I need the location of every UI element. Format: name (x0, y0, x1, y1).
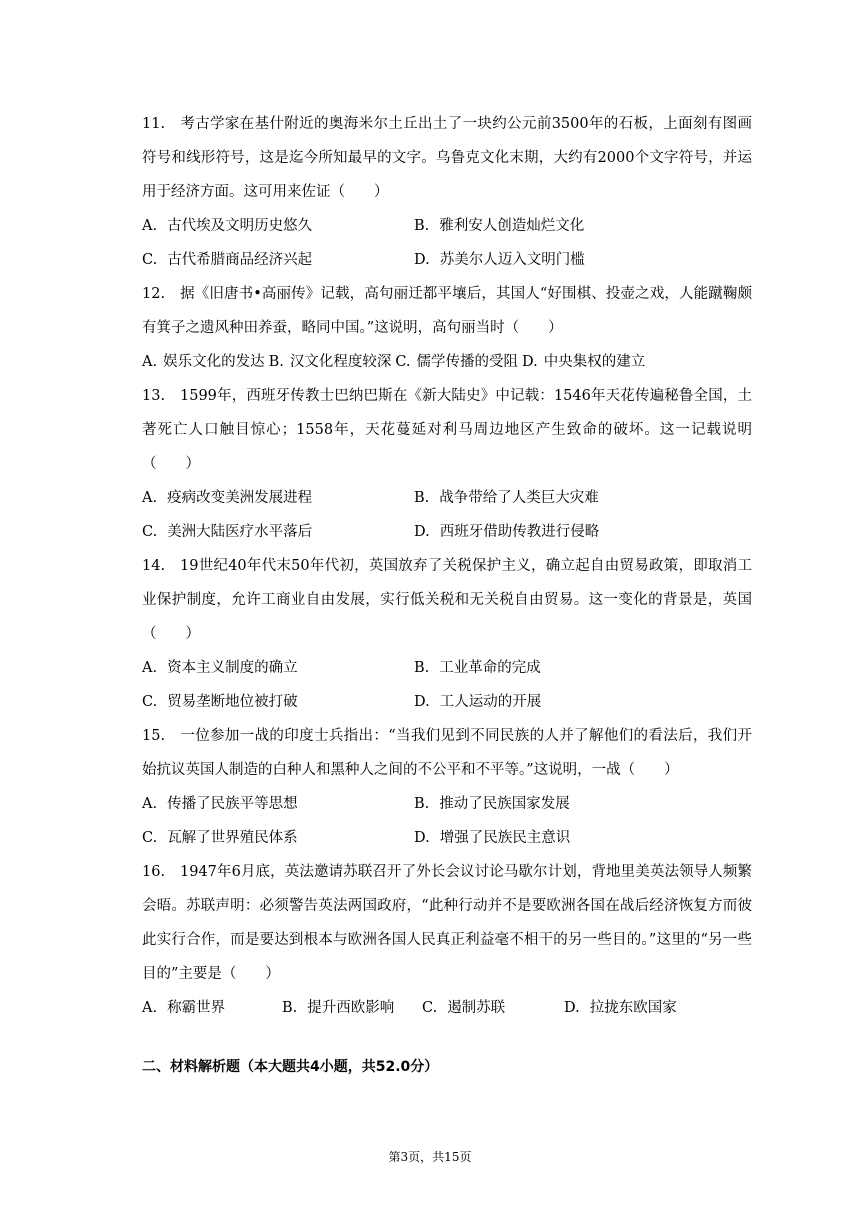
question-stem: 19世纪40年代末50年代初，英国放弃了关税保护主义，确立起自由贸易政策，即取消工业保护制度，允许工商业自由发展，实行低关税和无关税自由贸易。这一变化的背景是，英国（ ） (142, 558, 752, 642)
question-stem: 1947年6月底，英法邀请苏联召开了外长会议讨论马歇尔计划，背地里美英法领导人频繁会晤。苏联声明：必须警告英法两国政府，“此种行动并不是要欧洲各国在战后经济恢复方而彼此实行合作，而是要达到根本与欧洲各国人民真正利益毫不相干的另一些目的。”这里的“另一些目的”主要是（ ） (142, 864, 752, 982)
option-a: A. 古代埃及文明历史悠久 (142, 218, 313, 234)
option-c: C. 贸易垄断地位被打破 (142, 694, 298, 710)
option-c: C. 儒学传播的受阻 (395, 354, 519, 370)
option-b: B. 雅利安人创造灿烂文化 (414, 218, 585, 234)
options (142, 345, 752, 379)
question-13 (142, 379, 752, 549)
options (142, 481, 752, 549)
option-d: D. 拉拢东欧国家 (564, 1000, 677, 1016)
option-c: C. 遏制苏联 (422, 1000, 506, 1016)
option-a: A. 疫病改变美洲发展进程 (142, 490, 313, 506)
option-c: C. 瓦解了世界殖民体系 (142, 830, 298, 846)
question-14 (142, 549, 752, 719)
options (142, 991, 752, 1025)
question-16 (142, 855, 752, 1025)
question-stem: 1599年，西班牙传教士巴纳巴斯在《新大陆史》中记载：1546年天花传遍秘鲁全国，土著死亡人口触目惊心；1558年，天花蔓延对利马周边地区产生致命的破坏。这一记载说明（ ） (142, 388, 752, 472)
question-list (142, 107, 752, 1025)
option-d: D. 西班牙借助传教进行侵略 (414, 524, 600, 540)
option-b: B. 工业革命的完成 (414, 660, 541, 676)
question-number: 12. (142, 286, 166, 302)
option-a: A. 娱乐文化的发达 (142, 354, 265, 370)
question-12 (142, 277, 752, 379)
option-b: B. 战争带给了人类巨大灾难 (414, 490, 599, 506)
question-stem: 考古学家在基什附近的奥海米尔土丘出土了一块约公元前3500年的石板，上面刻有图画符号和线形符号，这是迄今所知最早的文字。乌鲁克文化末期，大约有2000个文字符号，并运用于经济方面。这可用来佐证（ ） (142, 116, 752, 200)
question-number: 11. (142, 116, 166, 132)
option-d: D. 工人运动的开展 (414, 694, 542, 710)
option-d: D. 中央集权的建立 (522, 354, 646, 370)
option-b: B. 推动了民族国家发展 (414, 796, 570, 812)
section-heading: 二、材料解析题（本大题共4小题，共52.0分） (142, 1059, 439, 1075)
option-b: B. 提升西欧影响 (282, 1000, 395, 1016)
options (142, 209, 752, 277)
question-11 (142, 107, 752, 277)
option-c: C. 古代希腊商品经济兴起 (142, 252, 313, 268)
option-d: D. 苏美尔人迈入文明门槛 (414, 252, 585, 268)
option-a: A. 传播了民族平等思想 (142, 796, 298, 812)
question-number: 13. (142, 388, 166, 404)
option-b: B. 汉文化程度较深 (268, 354, 392, 370)
question-number: 16. (142, 864, 166, 880)
question-number: 14. (142, 558, 166, 574)
page-footer: 第3页，共15页 (388, 1150, 472, 1164)
option-a: A. 资本主义制度的确立 (142, 660, 298, 676)
options (142, 787, 752, 855)
options (142, 651, 752, 719)
option-d: D. 增强了民族民主意识 (414, 830, 571, 846)
question-15 (142, 719, 752, 855)
question-stem: 一位参加一战的印度士兵指出：“当我们见到不同民族的人并了解他们的看法后，我们开始抗议英国人制造的白种人和黑种人之间的不公平和不平等。”这说明，一战（ ） (142, 728, 752, 778)
question-number: 15. (142, 728, 166, 744)
option-c: C. 美洲大陆医疗水平落后 (142, 524, 313, 540)
question-stem: 据《旧唐书•高丽传》记载，高句丽迁都平壤后，其国人“好围棋、投壶之戏，人能蹴鞠颇有箕子之遗风种田养蚕，略同中国。”这说明，高句丽当时（ ） (142, 286, 752, 336)
option-a: A. 称霸世界 (142, 1000, 226, 1016)
